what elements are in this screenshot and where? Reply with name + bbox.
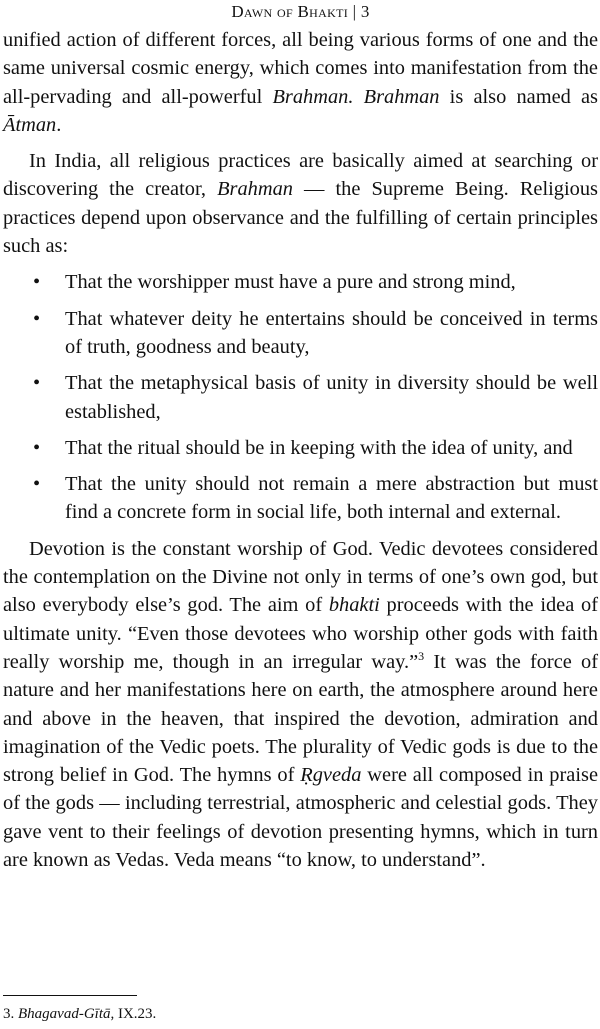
para2-italic-brahman: Brahman: [217, 178, 293, 201]
list-item-text: That the metaphysical basis of unity in diversity should be well established,: [65, 372, 598, 423]
list-item: [3, 470, 598, 527]
header-separator: |: [352, 2, 357, 21]
para1-italic-brahman: Brahman.: [272, 85, 354, 108]
bullet-icon: •: [33, 436, 41, 459]
footnote-number: 3.: [3, 1006, 15, 1022]
para3-italic-rgveda: Ṛgveda: [300, 764, 362, 787]
footnote-ref: , IX.23.: [110, 1006, 157, 1022]
list-item-text: That the worshipper must have a pure and strong mind,: [65, 271, 516, 294]
paragraph-devotion: [3, 535, 598, 875]
list-item: [3, 305, 598, 362]
list-item: [3, 268, 598, 296]
list-item: [3, 369, 598, 426]
para1-italic-brahman-2: Brahman: [363, 85, 440, 108]
bullet-icon: •: [33, 473, 41, 496]
para3-text-2: proceeds with the idea of ultimate unity. “Even those devotees who worship other gods with faith really worship me, though in an irregular way.”: [3, 594, 598, 673]
para3-text-3: It was the force of nature and her manifestations here on earth, the atmosphere around here and above in the heaven, that inspired the devotion, admiration and imagination of the Vedic poets. The plurality of Vedic gods is due to the strong belief in God. The hymns of: [3, 650, 598, 787]
para1-space: [353, 86, 363, 108]
list-item-text: That the unity should not remain a mere abstraction but must find a concrete form in social life, both internal and external.: [65, 473, 598, 524]
list-item-text: That the ritual should be in keeping with the idea of unity, and: [65, 436, 573, 459]
paragraph-continuation: [3, 26, 598, 139]
footnote: [3, 1005, 156, 1023]
para2-text-2: — the Supreme Being. Religious practices depend upon observance and the fulfilling of certain principles such as:: [3, 178, 598, 258]
para1-italic-atman: Ātman: [3, 113, 57, 136]
bullet-icon: •: [33, 372, 41, 395]
para3-text-4: were all composed in praise of the gods — including terrestrial, atmospheric and celestial gods. They gave vent to their feelings of devotion presenting hymns, which in turn are known as Vedas. Veda means “to know, to understand”.: [3, 764, 598, 872]
list-item-text: That whatever deity he entertains should be conceived in terms of truth, goodness and beauty,: [65, 307, 598, 358]
bullet-icon: •: [33, 307, 41, 330]
paragraph-religious-practices: [3, 147, 598, 260]
para1-text-1: unified action of different forces, all being various forms of one and the same universal cosmic energy, which comes into manifestation from the all-pervading and all-powerful: [3, 29, 598, 108]
bullet-icon: •: [33, 271, 41, 294]
list-item: [3, 434, 598, 462]
chapter-title: Dawn of Bhakti: [231, 2, 349, 21]
para1-period: .: [56, 113, 62, 136]
para3-text-1: Devotion is the constant worship of God. Vedic devotees considered the contemplation on the Divine not only in terms of one’s own god, but also everybody else’s god. The aim of: [3, 537, 598, 617]
para2-text-1: In India, all religious practices are basically aimed at searching or discovering the creator,: [3, 150, 598, 201]
footnote-reference[interactable]: 3: [418, 649, 425, 664]
footnote-rule: [3, 995, 137, 996]
para1-text-2: is also named as: [439, 85, 598, 108]
para3-italic-bhakti: bhakti: [328, 594, 380, 617]
body-text: [3, 26, 598, 874]
footnote-title: Bhagavad-Gītā: [18, 1006, 111, 1022]
principles-list: [3, 268, 598, 526]
page-number: 3: [360, 2, 370, 21]
running-head: [3, 0, 598, 26]
